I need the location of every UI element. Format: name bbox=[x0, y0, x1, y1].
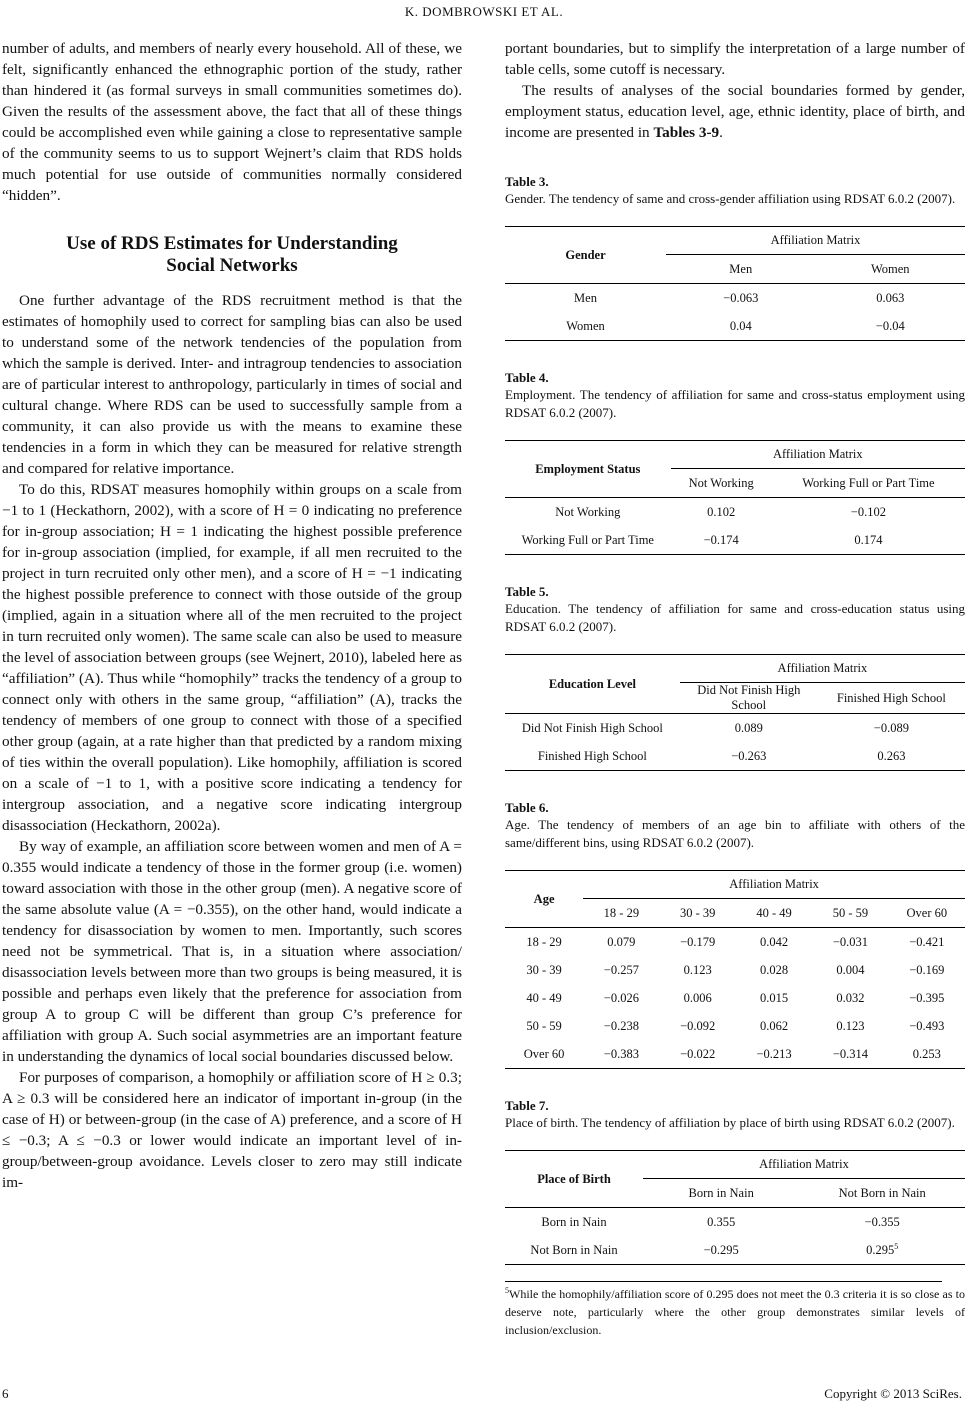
table-cell: 0.004 bbox=[836, 962, 865, 977]
paragraph-1: One further advantage of the RDS recruitment method is that the estimates of homophily used to correct for sampling bias can also be used to understand some of the network tendencies of the population from which the sample is derived. Inter- and intragroup tendencies to association are of particular interest to anthropology, particularly in times of social and cultural change. Where RDS can be used to successfully sample from a community, it can also provide us with the means to examine these tendencies in a form in which they can be measured for relative strength and compared for relative importance. bbox=[2, 292, 462, 477]
table-label: Table 3. bbox=[505, 174, 549, 189]
table-cell: −0.179 bbox=[660, 928, 736, 957]
column-header: Did Not Finish High School bbox=[697, 683, 801, 712]
table-row bbox=[505, 984, 965, 1012]
row-header: Gender bbox=[505, 227, 666, 284]
results-text: The results of analyses of the social boundaries formed by gender, employment status, education level, age, ethnic identity, place of birth, and income are presented in bbox=[505, 82, 965, 141]
row-header: Education Level bbox=[505, 655, 680, 714]
matrix-header: Affiliation Matrix bbox=[671, 441, 965, 469]
matrix-header: Affiliation Matrix bbox=[680, 655, 965, 683]
table-cell: 0.253 bbox=[889, 1040, 965, 1069]
column-header: Not Working bbox=[688, 475, 754, 490]
row-label: Did Not Finish High School bbox=[505, 714, 680, 743]
table-cell: 0.032 bbox=[836, 990, 865, 1005]
table-cell: −0.395 bbox=[909, 990, 945, 1005]
continued-paragraph: portant boundaries, but to simplify the interpretation of a large number of table cells, some cutoff is necessary. bbox=[505, 40, 965, 78]
table-caption: Employment. The tendency of affiliation for same and cross-status employment using RDSAT 6.0.2 (2007). bbox=[505, 387, 965, 420]
table-cell: −0.263 bbox=[680, 742, 818, 771]
table-cell: −0.295 bbox=[643, 1236, 799, 1265]
results-paragraph bbox=[505, 80, 965, 143]
table-row bbox=[505, 526, 965, 555]
data-table bbox=[505, 870, 965, 1069]
table-cell: −0.493 bbox=[909, 1018, 945, 1033]
table-cell: 0.042 bbox=[736, 928, 812, 957]
table-label: Table 6. bbox=[505, 800, 549, 815]
row-header: Employment Status bbox=[505, 441, 671, 498]
footnote bbox=[505, 1285, 965, 1339]
matrix-header: Affiliation Matrix bbox=[583, 871, 965, 899]
running-head: K. DOMBROWSKI ET AL. bbox=[404, 4, 564, 19]
row-label: Finished High School bbox=[505, 742, 680, 771]
table-caption: Education. The tendency of affiliation for same and cross-education status using RDSAT 6.0.2 (2007). bbox=[505, 601, 965, 634]
table-row bbox=[505, 714, 965, 743]
table-cell: 0.123 bbox=[836, 1018, 865, 1033]
table-cell: −0.174 bbox=[671, 526, 772, 555]
table-cell: −0.213 bbox=[736, 1040, 812, 1069]
data-table bbox=[505, 226, 965, 341]
table-cell: 0.063 bbox=[816, 284, 966, 313]
row-label: Over 60 bbox=[505, 1040, 583, 1069]
row-label: 40 - 49 bbox=[526, 990, 562, 1005]
paragraph-4: For purposes of comparison, a homophily or affiliation score of H ≥ 0.3; A ≥ 0.3 will be considered here an indicator of important in-group (in the case of H) or between-group (in the case of A) preference, and a score of H ≤ −0.3; A ≤ −0.3 or lower would indicate an important level of in-group/between-group avoidance. Levels closer to zero may still indicate im- bbox=[2, 1069, 462, 1191]
table-cell: −0.063 bbox=[666, 284, 816, 313]
column-header: 40 - 49 bbox=[756, 905, 792, 920]
paragraph-3: By way of example, an affiliation score between women and men of A = 0.355 would indicate a tendency of those in the former group (i.e. women) toward association with those in the other group (men). A negative score of the same absolute value (A = −0.355), on the other hand, would indicate a tendency for disassociation by women to men. Importantly, such scores need not be symmetrical. That is, in a situation where association/ disassociation levels between more than two groups is being measured, it is possible and perhaps even likely that the preference for association from group A to group C will be different than group C’s preference for affiliation with group A. Such social asymmetries are an important feature in understanding the dynamics of local social boundaries discussed below. bbox=[2, 838, 462, 1065]
table-cell: −0.102 bbox=[772, 498, 965, 527]
column-header: Born in Nain bbox=[688, 1185, 754, 1200]
footnote-divider bbox=[505, 1281, 942, 1282]
row-header: Age bbox=[505, 871, 583, 928]
footnote-ref: 5 bbox=[894, 1241, 899, 1251]
table-cell: 0.295$^5$ bbox=[799, 1236, 965, 1265]
row-label: 18 - 29 bbox=[505, 928, 583, 957]
table-cell: 0.028 bbox=[760, 962, 789, 977]
footnote-text: While the homophily/affiliation score of 0.295 does not meet the 0.3 criteria it is so close as to deserve note, particularly where the other group demonstrates similar levels of inclusion/exclusion. bbox=[505, 1287, 965, 1337]
table-cell: −0.355 bbox=[799, 1208, 965, 1237]
table-row bbox=[505, 928, 965, 957]
section-title-line-2: Social Networks bbox=[166, 255, 298, 276]
results-table-ref: Tables 3-9 bbox=[653, 124, 720, 141]
table-caption: Gender. The tendency of same and cross-gender affiliation using RDSAT 6.0.2 (2007). bbox=[505, 191, 956, 206]
table-cell: 0.015 bbox=[760, 990, 789, 1005]
table-row bbox=[505, 742, 965, 771]
table-label: Table 7. bbox=[505, 1098, 549, 1113]
table-cell: −0.026 bbox=[603, 990, 639, 1005]
row-label: 30 - 39 bbox=[526, 962, 562, 977]
table-label: Table 5. bbox=[505, 584, 549, 599]
data-table bbox=[505, 654, 965, 771]
matrix-header: Affiliation Matrix bbox=[643, 1151, 965, 1179]
row-label: Working Full or Part Time bbox=[505, 526, 671, 555]
row-label: Not Born in Nain bbox=[505, 1236, 643, 1265]
copyright: Copyright © 2013 SciRes. bbox=[824, 1386, 962, 1401]
table-label: Table 4. bbox=[505, 370, 549, 385]
row-header: Place of Birth bbox=[505, 1151, 643, 1208]
intro-paragraph: number of adults, and members of nearly every household. All of these, we felt, significantly enhanced the ethnographic portion of the study, rather than hindered it (as formal surveys in small communities sometimes do). Given the results of the assessment above, the fact that all of these things could be accomplished even while gaining a close to representative sample of the community seems to us to support Wejnert’s claim that RDS holds much potential for use outside of communities normally considered “hidden”. bbox=[2, 40, 462, 204]
table-cell: 0.123 bbox=[683, 962, 712, 977]
table-4 bbox=[505, 369, 965, 555]
footnote-mark: 5 bbox=[505, 1286, 509, 1295]
table-row bbox=[505, 284, 965, 313]
table-cell: −0.383 bbox=[583, 1040, 659, 1069]
table-cell: 0.263 bbox=[818, 742, 965, 771]
table-cell: 0.174 bbox=[772, 526, 965, 555]
column-header: Men bbox=[729, 261, 753, 276]
column-header: Finished High School bbox=[836, 690, 946, 705]
table-row bbox=[505, 1236, 965, 1265]
row-label: Men bbox=[505, 284, 666, 313]
table-cell: 0.04 bbox=[666, 312, 816, 341]
table-6 bbox=[505, 799, 965, 1069]
matrix-header: Affiliation Matrix bbox=[666, 227, 965, 255]
row-label: 50 - 59 bbox=[526, 1018, 562, 1033]
table-cell: 0.102 bbox=[671, 498, 772, 527]
results-end: . bbox=[719, 124, 723, 141]
column-header: Over 60 bbox=[906, 905, 948, 920]
column-header: 50 - 59 bbox=[832, 905, 869, 920]
right-column bbox=[505, 38, 965, 1339]
paragraph-2: To do this, RDSAT measures homophily within groups on a scale from −1 to 1 (Heckathorn, 2002), with a score of H = 0 indicating no preference for in-group association; H = 1 indicating the highest possible preference for in-group association (implied, for example, if all men recruited to the project in turn recruited only other men), and a score of H = −1 indicating the highest possible preference to connect with those outside of the group (implied, again in a situation where all of the men recruited to the project in turn recruited only women). The same scale can also be used to measure the level of association between groups (see Wejnert, 2010), labeled here as “affiliation” (A). Thus while “homophily” tracks the tendency of a group to connect only with others in the same group, “affiliation” (A), tracks the tendency of members of one group to connect with those of a specified other group (again, at a rate higher than that predicted by a random mixing of ties within the overall population). Like homophily, affiliation is scored on a scale of −1 to 1, with a positive score indicating a tendency for intergroup association, and a negative score indicating intergroup disassociation (Heckathorn, 2002a). bbox=[2, 481, 462, 834]
section-title-line-1: Use of RDS Estimates for Understanding bbox=[66, 233, 398, 254]
row-label: Women bbox=[505, 312, 666, 341]
table-row bbox=[505, 312, 965, 341]
data-table bbox=[505, 1150, 965, 1265]
table-cell: 0.079 bbox=[583, 928, 659, 957]
table-caption: Place of birth. The tendency of affiliation by place of birth using RDSAT 6.0.2 (2007). bbox=[505, 1115, 955, 1130]
table-cell: −0.022 bbox=[660, 1040, 736, 1069]
table-row bbox=[505, 1040, 965, 1069]
table-cell: −0.092 bbox=[680, 1018, 716, 1033]
column-header: 30 - 39 bbox=[680, 905, 716, 920]
row-label: Born in Nain bbox=[505, 1208, 643, 1237]
data-table bbox=[505, 440, 965, 555]
table-cell: −0.421 bbox=[889, 928, 965, 957]
table-caption: Age. The tendency of members of an age bin to affiliate with others of the same/different bins, using RDSAT 6.0.2 (2007). bbox=[505, 817, 965, 850]
table-cell: 0.089 bbox=[680, 714, 818, 743]
table-cell: −0.031 bbox=[812, 928, 888, 957]
table-cell: −0.089 bbox=[818, 714, 965, 743]
table-row bbox=[505, 498, 965, 527]
column-header: Not Born in Nain bbox=[838, 1185, 926, 1200]
table-cell: −0.238 bbox=[603, 1018, 639, 1033]
page-number: 6 bbox=[2, 1386, 9, 1401]
table-row bbox=[505, 1012, 965, 1040]
table-3 bbox=[505, 173, 965, 341]
table-row bbox=[505, 956, 965, 984]
table-cell: −0.257 bbox=[603, 962, 639, 977]
column-header: 18 - 29 bbox=[603, 905, 640, 920]
table-row bbox=[505, 1208, 965, 1237]
table-7 bbox=[505, 1097, 965, 1265]
section-title bbox=[2, 233, 462, 277]
column-header: Women bbox=[870, 261, 910, 276]
row-label: Not Working bbox=[505, 498, 671, 527]
table-5 bbox=[505, 583, 965, 771]
table-cell: 0.006 bbox=[683, 990, 712, 1005]
column-header: Working Full or Part Time bbox=[802, 475, 935, 490]
table-cell: 0.355 bbox=[643, 1208, 799, 1237]
table-cell: −0.04 bbox=[816, 312, 966, 341]
table-cell: −0.169 bbox=[909, 962, 945, 977]
left-column bbox=[2, 38, 462, 1193]
table-cell: −0.314 bbox=[812, 1040, 888, 1069]
table-cell: 0.062 bbox=[760, 1018, 789, 1033]
